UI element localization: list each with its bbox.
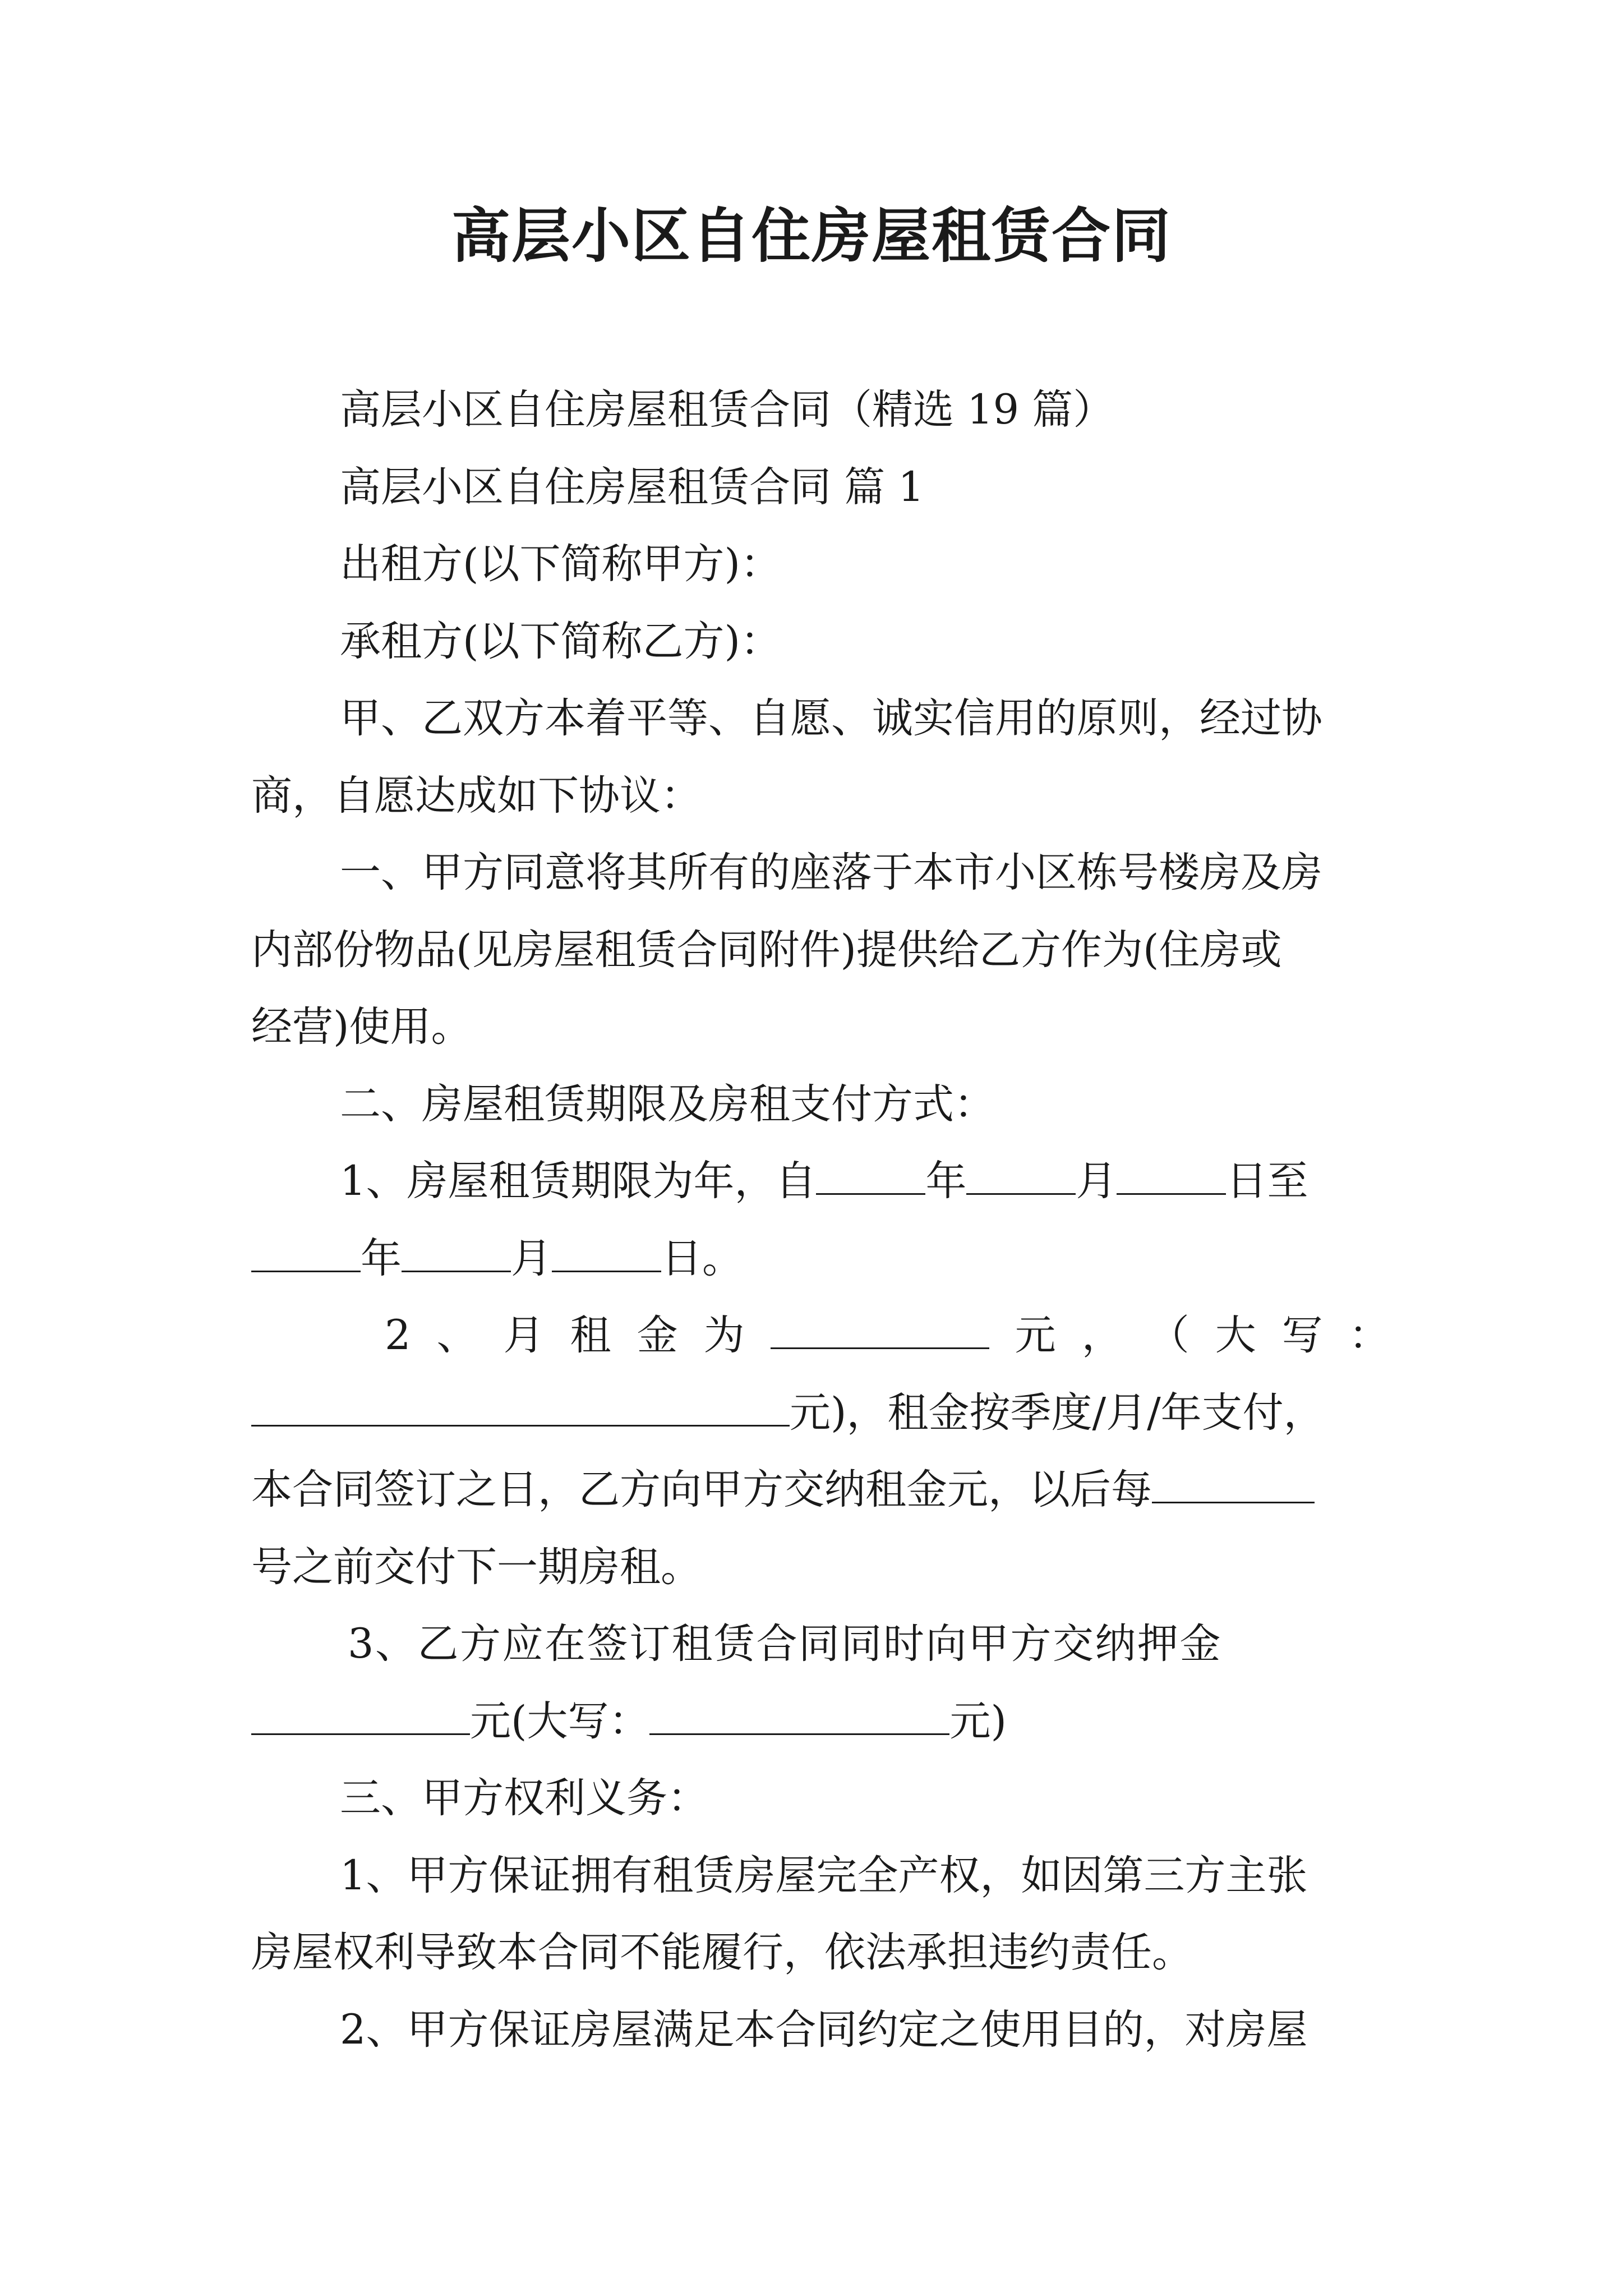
paragraph-line: 商，自愿达成如下协议： [251, 771, 702, 820]
paragraph-line: 3、乙方应在签订租赁合同同时向甲方交纳押金 [348, 1620, 1222, 1668]
fill-blank [251, 1390, 790, 1427]
line-char: ： [1348, 1312, 1390, 1359]
paragraph-line [251, 1374, 1390, 1452]
fill-blank [251, 1236, 361, 1272]
paragraph-line: 高层小区自住房屋租赁合同（精选 19 篇） [340, 386, 1114, 434]
line-text: 元)，租金按季度/月/年支付， [790, 1388, 1325, 1437]
paragraph-line: 三、甲方权利义务： [340, 1774, 708, 1822]
fill-blank [552, 1236, 661, 1272]
fill-blank [771, 1313, 989, 1349]
fill-blank [649, 1699, 949, 1735]
paragraph-line [251, 1297, 1390, 1374]
line-text: 月 [1076, 1157, 1117, 1205]
fill-blank [816, 1158, 925, 1195]
line-char: 金 [637, 1312, 678, 1359]
line-text: 年 [361, 1234, 402, 1282]
paragraph-line: 经营)使用。 [251, 1003, 472, 1051]
line-char: （ [1148, 1312, 1189, 1359]
line-char: 写 [1281, 1312, 1323, 1359]
paragraph-line: 一、甲方同意将其所有的座落于本市小区栋号楼房及房 [340, 849, 1322, 896]
line-text: 月 [511, 1234, 552, 1282]
line-text: 年 [925, 1157, 967, 1205]
paragraph-line [251, 1220, 1390, 1297]
line-text: 1、房屋租赁期限为年，自 [340, 1157, 817, 1205]
line-char: 、 [436, 1312, 478, 1359]
line-char: 2 [385, 1312, 411, 1359]
fill-blank [1117, 1158, 1226, 1195]
paragraph-line: 高层小区自住房屋租赁合同 篇 1 [340, 463, 924, 511]
document-body [251, 371, 1390, 2068]
paragraph-line: 内部份物品(见房屋租赁合同附件)提供给乙方作为(住房或 [251, 926, 1282, 974]
paragraph-line [251, 1143, 1390, 1220]
fill-blank [251, 1699, 470, 1735]
line-text: 日至 [1226, 1157, 1308, 1205]
fill-blank [1152, 1467, 1315, 1503]
fill-blank [966, 1158, 1076, 1195]
line-char: 月 [503, 1312, 545, 1359]
paragraph-line [251, 1451, 1390, 1529]
paragraph-line: 二、房屋租赁期限及房租支付方式： [340, 1080, 995, 1128]
paragraph-line: 号之前交付下一期房租。 [251, 1543, 702, 1591]
line-char: 为 [703, 1312, 745, 1359]
line-char: ， [1081, 1312, 1123, 1359]
line-text: 元(大写： [470, 1697, 650, 1745]
paragraph-line [251, 1683, 1390, 1760]
paragraph-line: 承租方(以下简称乙方)： [340, 617, 781, 665]
fill-blank [402, 1236, 511, 1272]
paragraph-line: 2、甲方保证房屋满足本合同约定之使用目的，对房屋 [340, 2005, 1308, 2054]
paragraph-line: 1、甲方保证拥有租赁房屋完全产权，如因第三方主张 [340, 1851, 1308, 1899]
paragraph-line: 出租方(以下简称甲方)： [340, 540, 781, 588]
line-text: 本合同签订之日，乙方向甲方交纳租金元，以后每 [251, 1466, 1152, 1513]
paragraph-line: 房屋权利导致本合同不能履行，依法承担违约责任。 [251, 1929, 1193, 1976]
line-char: 大 [1215, 1312, 1256, 1359]
line-text: 元) [949, 1697, 1007, 1745]
line-char: 租 [570, 1312, 611, 1359]
line-text: 日。 [661, 1234, 743, 1282]
document-title: 高层小区自住房屋租赁合同 [451, 201, 1172, 270]
paragraph-line: 甲、乙双方本着平等、自愿、诚实信用的原则，经过协 [340, 694, 1322, 742]
line-char: 元 [1015, 1312, 1056, 1359]
